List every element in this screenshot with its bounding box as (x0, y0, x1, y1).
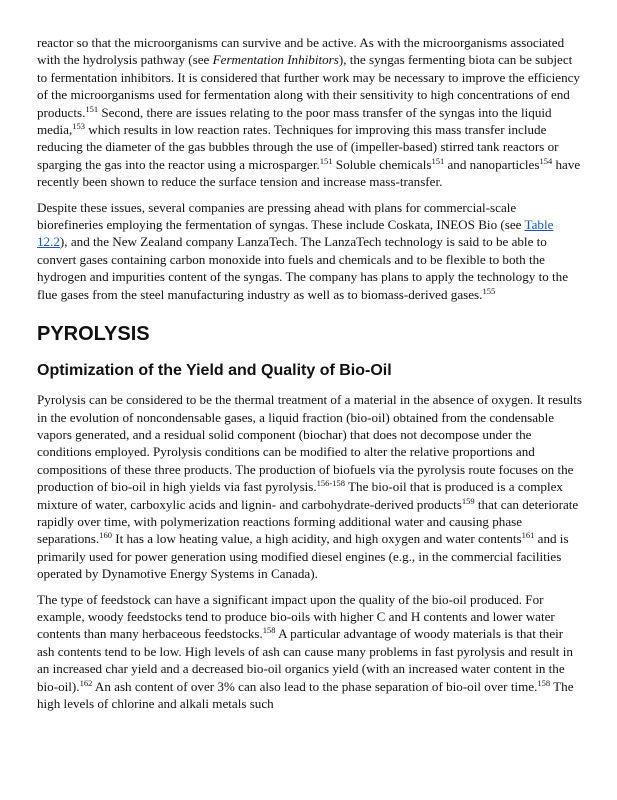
citation-ref: 158 (537, 677, 551, 688)
citation-ref: 154 (539, 155, 553, 166)
citation-ref: 151 (431, 155, 445, 166)
citation-ref: 151 (85, 103, 99, 114)
citation-ref: 162 (79, 677, 93, 688)
citation-ref: 155 (482, 285, 496, 296)
section-heading-pyrolysis: PYROLYSIS (37, 323, 150, 346)
paragraph-syngas-fermentation-issues: reactor so that the microorganisms can survive and be active. As with the microorganisms associated with the hydrolysis pathway (see Fermentation Inhibitors), the syngas fermenting biota can be subject to fermentation inhibitors. It is considered that further work may be necessary to improve the efficiency of the microorganisms used for fermentation along with their sensitivity to high concentrations of end products.$^{151}$ Second, there are issues relating to the poor mass transfer of the syngas into the liquid media,$^{153}$ which results in low reaction rates. Techniques for improving this mass transfer include reducing the diameter of the gas bubbles through the use of (impeller-based) stirred tank reactors or sparging the gas into the reactor using a microsparger.$^{151}$ Soluble chemicals$^{151}$ and nanoparticles$^{154}$ have recently been shown to reduce the surface tension and increase mass-transfer. (37, 35, 581, 190)
paragraph-feedstock-impact: The type of feedstock can have a significant impact upon the quality of the bio-oil produced. For example, woody feedstocks tend to produce bio-oils with higher C and H contents and lower water contents than many herbaceous feedstocks.$^{158}$ A particular advantage of woody materials is that their ash contents tend to be low. High levels of ash can cause many problems in fast pyrolysis and result in an increased char yield and a decreased bio-oil organics yield (with an increased water content in the bio-oil).$^{162}$ An ash content of over 3% can also lead to the phase separation of bio-oil over time.$^{158}$ The high levels of chlorine and alkali metals such (37, 591, 574, 711)
paragraph-commercial-biorefineries: Despite these issues, several companies are pressing ahead with plans for commercial-scale biorefineries employing the fermentation of syngas. These include Coskata, INEOS Bio (see Table 12.2), and the New Zealand company LanzaTech. The LanzaTech technology is said to be able to convert gases containing carbon monoxide into fuels and chemicals and to be flexible to both the hydrogen and impurities content of the syngas. The company has plans to apply the technology to the flue gases from the steel manufacturing industry as well as to biomass-derived gases.$^{155}$ (37, 199, 569, 302)
cross-reference-fermentation-inhibitors: Fermentation Inhibitors (212, 52, 339, 68)
paragraph-pyrolysis-definition: Pyrolysis can be considered to be the thermal treatment of a material in the absence of oxygen. It results in the evolution of noncondensable gases, a liquid fraction (bio-oil) obtained from the condensable vapors generated, and a residual solid component (biochar) that does not decompose under the conditions employed. Pyrolysis conditions can be modified to alter the relative proportions and compositions of these three products. The production of biofuels via the pyrolysis route focuses on the production of bio-oil in high yields via fast pyrolysis.$^{156-158}$ The bio-oil that is produced is a complex mixture of water, carboxylic acids and lignin- and carbohydrate-derived products$^{159}$ that can deteriorate rapidly over time, with polymerization reactions forming additional water and causing phase separations.$^{160}$ It has a low heating value, a high acidity, and high oxygen and water contents$^{161}$ and is primarily used for power generation using modified diesel engines (e.g., in the commercial facilities operated by Dynamotive Energy Systems in Canada). (37, 392, 583, 582)
table-12-2-link[interactable]: Table 12.2 (37, 217, 554, 250)
citation-ref: 151 (319, 155, 333, 166)
citation-ref: 153 (72, 121, 86, 132)
citation-ref: 156-158 (316, 478, 346, 489)
citation-ref: 158 (262, 625, 276, 636)
subsection-heading-bio-oil-optimization: Optimization of the Yield and Quality of Bio-Oil (37, 362, 392, 380)
citation-ref: 160 (99, 530, 112, 541)
citation-ref: 161 (521, 530, 535, 541)
document-page (37, 34, 583, 712)
citation-ref: 159 (461, 495, 475, 506)
